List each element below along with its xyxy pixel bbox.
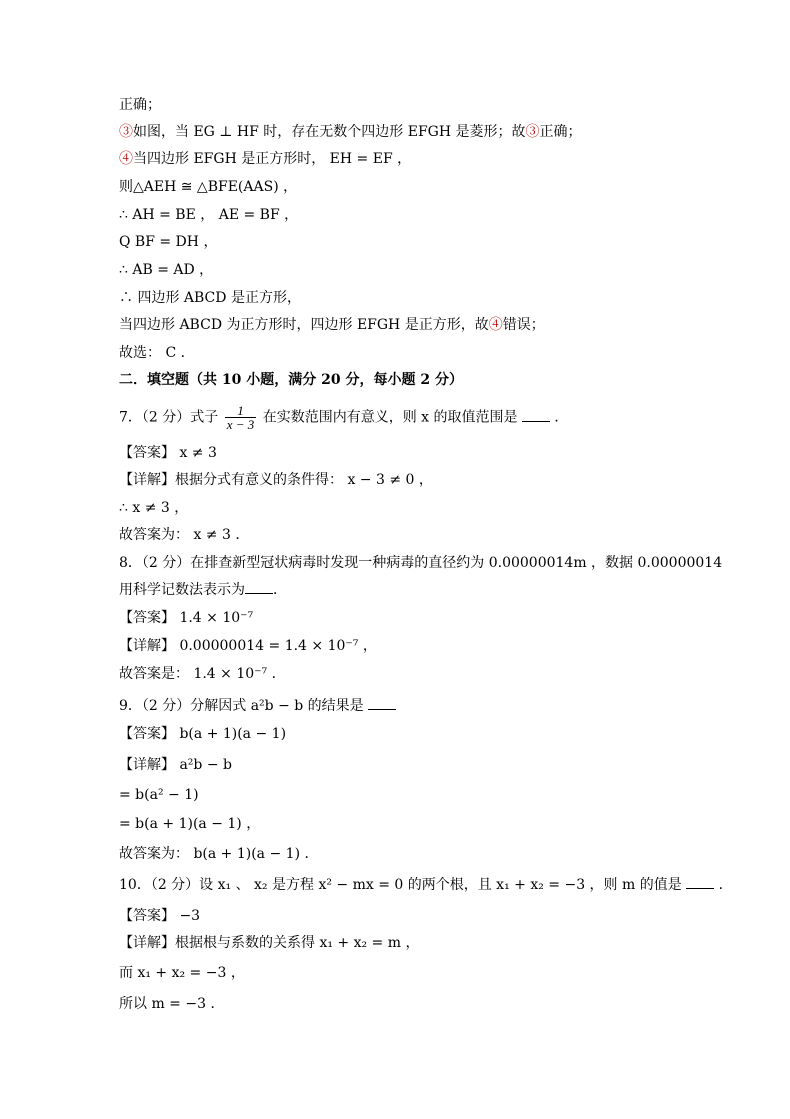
answer-8 xyxy=(119,609,253,627)
answer-blank xyxy=(686,876,714,889)
text-line xyxy=(119,995,224,1013)
text-segment: 正确； xyxy=(119,97,161,113)
text-segment: 在实数范围内有意义，则 x 的取值范围是 xyxy=(258,409,522,426)
circled-marker: ③ xyxy=(119,124,133,140)
text-segment: 故选： C ． xyxy=(119,345,195,361)
text-line xyxy=(119,964,245,982)
question-9 xyxy=(119,697,396,715)
text-segment: 故答案为： x ≠ 3 ． xyxy=(119,527,250,543)
fraction-denominator: x − 3 xyxy=(226,417,255,432)
text-segment: 8．（2 分）在排查新型冠状病毒时发现一种病毒的直径约为 0.00000014m ，数据 0.00000014 xyxy=(119,555,723,571)
text-segment: Q BF = DH ， xyxy=(119,234,218,250)
text-segment: ． xyxy=(273,582,287,598)
text-segment: 如图，当 EG ⊥ HF 时，存在无数个四边形 EFGH 是菱形；故 xyxy=(133,124,526,140)
detail-10 xyxy=(119,934,419,952)
question-10 xyxy=(119,876,733,894)
answer-blank xyxy=(368,697,396,710)
text-segment: = b(a² − 1) xyxy=(119,787,199,803)
text-segment: 二．填空题（共 10 小题，满分 20 分，每小题 2 分） xyxy=(119,372,463,388)
text-segment: ∴ AB = AD ， xyxy=(119,262,214,278)
text-segment: 【详解】 a²b − b xyxy=(119,757,232,773)
text-line xyxy=(119,96,161,114)
detail-7 xyxy=(119,471,433,489)
text-segment: 而 x₁ + x₂ = −3 ， xyxy=(119,965,245,981)
text-segment: 当四边形 EFGH 是正方形时， EH = EF ， xyxy=(133,151,412,167)
text-segment: 【详解】根据分式有意义的条件得： x − 3 ≠ 0 ， xyxy=(119,472,433,488)
text-segment: 用科学记数法表示为 xyxy=(119,582,245,598)
fraction-numerator: 1 xyxy=(237,403,244,418)
text-line xyxy=(119,289,301,307)
text-segment: 故答案是： 1.4 × 10⁻⁷ ． xyxy=(119,666,286,682)
section-heading xyxy=(119,371,463,389)
answer-7 xyxy=(119,444,217,462)
text-line xyxy=(119,786,199,804)
text-segment: ∴ AH = BE ， AE = BF ， xyxy=(119,207,299,223)
answer-10 xyxy=(119,907,200,925)
detail-9 xyxy=(119,756,232,774)
text-segment: 7．（2 分）式子 xyxy=(119,409,223,426)
text-segment: 【详解】根据根与系数的关系得 x₁ + x₂ = m ， xyxy=(119,935,420,951)
text-line xyxy=(119,233,217,251)
text-segment: 【详解】 0.00000014 = 1.4 × 10⁻⁷ ， xyxy=(119,638,377,654)
text-segment: = b(a + 1)(a − 1) ， xyxy=(119,816,261,832)
text-line xyxy=(119,499,188,517)
text-segment: 当四边形 ABCD 为正方形时，四边形 EFGH 是正方形，故 xyxy=(119,317,489,333)
text-segment: ． xyxy=(714,877,733,893)
text-line xyxy=(119,815,260,833)
text-segment: 则△AEH ≅ △BFE(AAS) ， xyxy=(119,179,298,195)
text-line xyxy=(119,316,545,334)
text-line xyxy=(119,845,318,863)
question-7 xyxy=(119,404,568,431)
answer-blank xyxy=(522,409,550,422)
text-segment: 【答案】 −3 xyxy=(119,908,201,924)
detail-8 xyxy=(119,637,377,655)
text-segment: 错误； xyxy=(502,317,545,333)
text-segment: 正确； xyxy=(539,124,582,140)
text-segment: 10．（2 分）设 x₁ 、 x₂ 是方程 x² − mx = 0 的两个根，且 x₁ + x₂ = −3 ，则 m 的值是 xyxy=(119,877,687,893)
text-segment: 9．（2 分）分解因式 a²b − b 的结果是 xyxy=(119,698,369,714)
text-segment: ． xyxy=(549,409,569,426)
text-segment: ∴ 四边形 ABCD 是正方形， xyxy=(119,290,301,306)
fraction xyxy=(225,404,257,431)
text-line xyxy=(119,261,213,279)
text-line xyxy=(119,150,411,168)
text-line xyxy=(119,581,287,599)
answer-9 xyxy=(119,725,286,743)
question-8 xyxy=(119,554,722,572)
text-line xyxy=(119,123,582,141)
text-segment: ∴ x ≠ 3 ， xyxy=(119,500,189,516)
circled-marker: ④ xyxy=(119,151,133,167)
text-line xyxy=(119,178,297,196)
text-line xyxy=(119,665,286,683)
text-line xyxy=(119,206,298,224)
text-segment: 【答案】 1.4 × 10⁻⁷ xyxy=(119,610,254,626)
text-segment: 所以 m = −3 ． xyxy=(119,996,225,1012)
answer-blank xyxy=(245,581,273,594)
text-line xyxy=(119,526,249,544)
text-segment: 【答案】 b(a + 1)(a − 1) xyxy=(119,726,287,742)
text-segment: 【答案】 x ≠ 3 xyxy=(119,445,217,461)
text-line xyxy=(119,344,195,362)
circled-marker: ③ xyxy=(525,124,540,140)
text-segment: 故答案为： b(a + 1)(a − 1) ． xyxy=(119,846,319,862)
circled-marker: ④ xyxy=(488,317,503,333)
